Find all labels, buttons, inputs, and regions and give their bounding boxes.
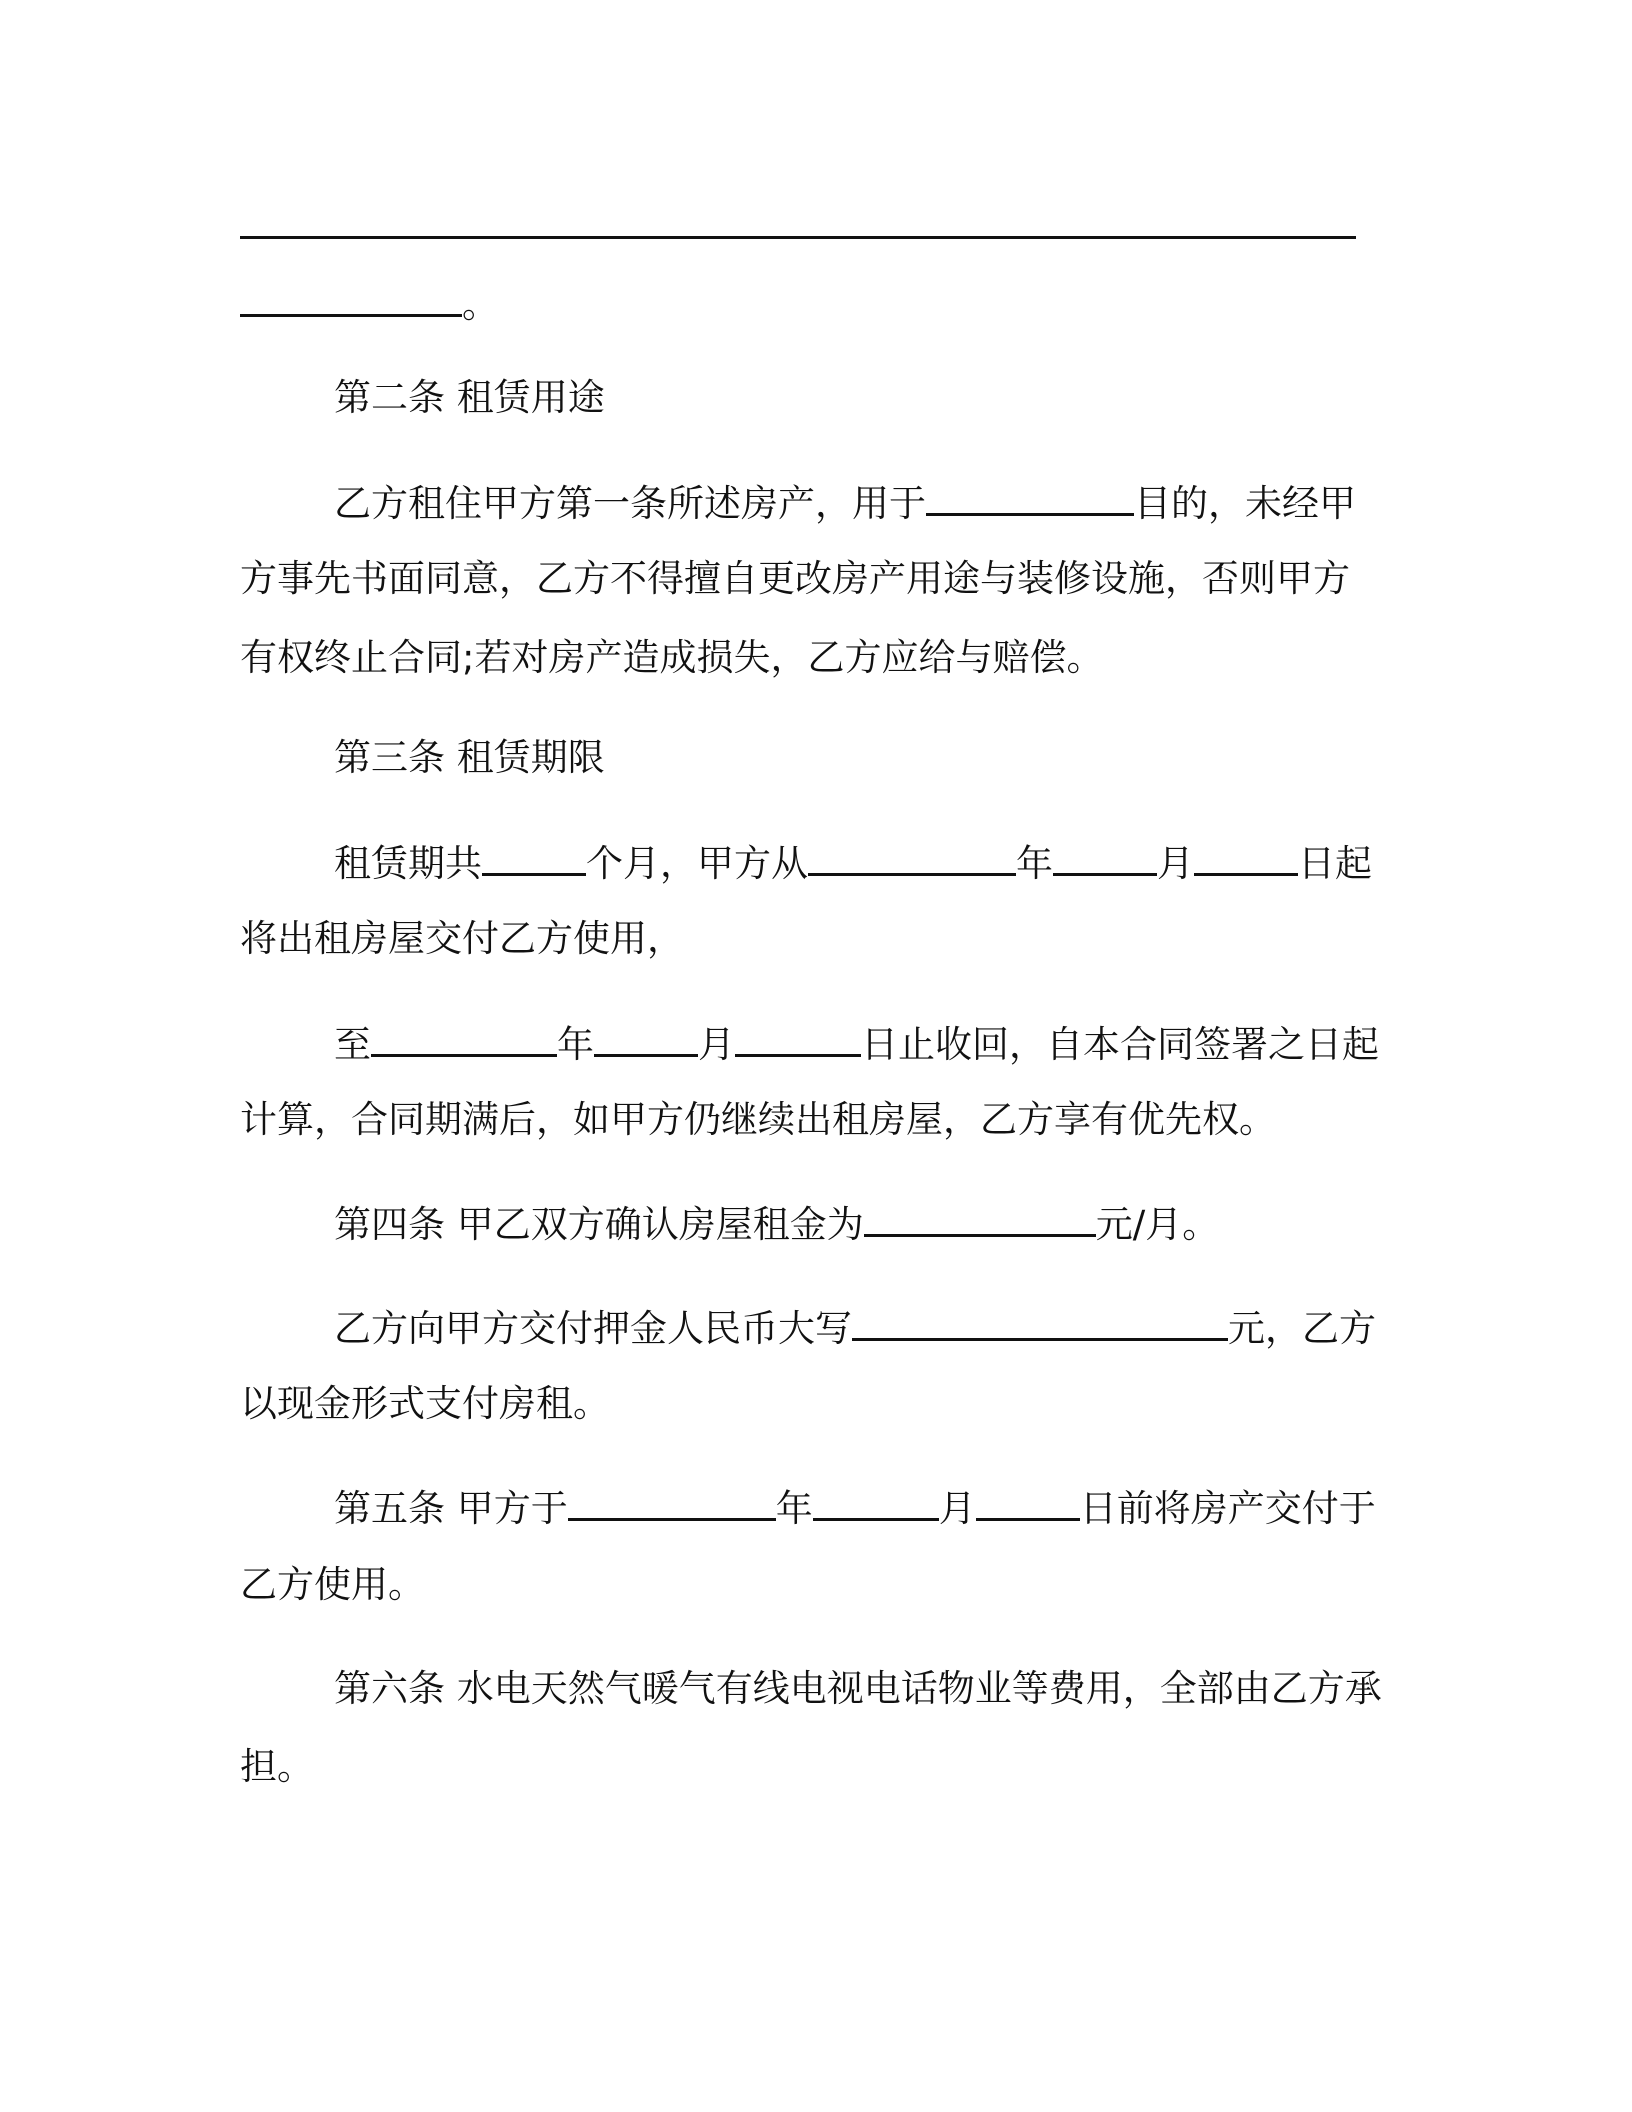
text-segment: 年 — [1016, 842, 1053, 885]
article2-heading: 第二条 租赁用途 — [334, 376, 605, 419]
text-segment: 日前将房产交付于 — [1079, 1487, 1376, 1530]
text-segment: 第四条 甲乙双方确认房屋租金为 — [334, 1203, 864, 1246]
blank-underline — [813, 1482, 939, 1521]
article4-line1 — [334, 1198, 1219, 1249]
article2-line2: 方事先书面同意，乙方不得擅自更改房产用途与装修设施，否则甲方 — [240, 557, 1350, 600]
article3-line1 — [334, 837, 1372, 888]
blank-underline — [1053, 837, 1157, 876]
text-segment: 月 — [698, 1023, 735, 1066]
blank-underline — [926, 477, 1134, 516]
article3-line4: 计算，合同期满后，如甲方仍继续出租房屋，乙方享有优先权。 — [240, 1098, 1276, 1141]
text-segment: 乙方向甲方交付押金人民币大写 — [334, 1307, 852, 1350]
text-segment: 日起 — [1298, 842, 1372, 885]
text-segment: 至 — [334, 1023, 371, 1066]
text-segment: 租赁期共 — [334, 842, 482, 885]
article2-line1 — [334, 477, 1356, 528]
article5-line2: 乙方使用。 — [240, 1563, 425, 1606]
blank-underline — [482, 837, 586, 876]
intro-end-text: 。 — [462, 283, 499, 326]
text-segment: 乙方租住甲方第一条所述房产，用于 — [334, 482, 926, 525]
text-segment: 月 — [938, 1487, 976, 1530]
text-segment: 个月，甲方从 — [586, 842, 808, 885]
article5-line1 — [334, 1482, 1376, 1533]
text-segment: 第五条 甲方于 — [334, 1487, 568, 1530]
blank-underline — [976, 1482, 1080, 1521]
article4-line2 — [334, 1302, 1376, 1353]
text-segment: 月 — [1157, 842, 1194, 885]
article4-line3: 以现金形式支付房租。 — [240, 1382, 610, 1425]
text-segment: 年 — [775, 1487, 813, 1530]
blank-underline — [371, 1018, 557, 1057]
blank-underline — [240, 236, 1356, 239]
blank-underline — [568, 1482, 776, 1521]
blank-underline — [852, 1302, 1228, 1341]
text-segment: 元/月。 — [1095, 1203, 1220, 1246]
text-segment: 目的，未经甲 — [1134, 482, 1356, 525]
text-segment: 日止收回，自本合同签署之日起 — [861, 1023, 1379, 1066]
article3-line2: 将出租房屋交付乙方使用， — [240, 917, 684, 960]
article2-line3: 有权终止合同;若对房产造成损失，乙方应给与赔偿。 — [240, 636, 1104, 679]
article3-heading: 第三条 租赁期限 — [334, 736, 605, 779]
article6-line1: 第六条 水电天然气暖气有线电视电话物业等费用，全部由乙方承 — [334, 1667, 1382, 1710]
article3-line3 — [334, 1018, 1379, 1069]
blank-underline — [864, 1198, 1096, 1237]
blank-underline — [594, 1018, 698, 1057]
blank-underline — [1194, 837, 1298, 876]
blank-underline — [240, 278, 462, 317]
intro-end-line — [240, 278, 499, 329]
article6-line2: 担。 — [240, 1745, 314, 1788]
text-segment: 年 — [557, 1023, 594, 1066]
text-segment: 元，乙方 — [1228, 1307, 1376, 1350]
blank-underline — [808, 837, 1016, 876]
blank-underline — [735, 1018, 861, 1057]
